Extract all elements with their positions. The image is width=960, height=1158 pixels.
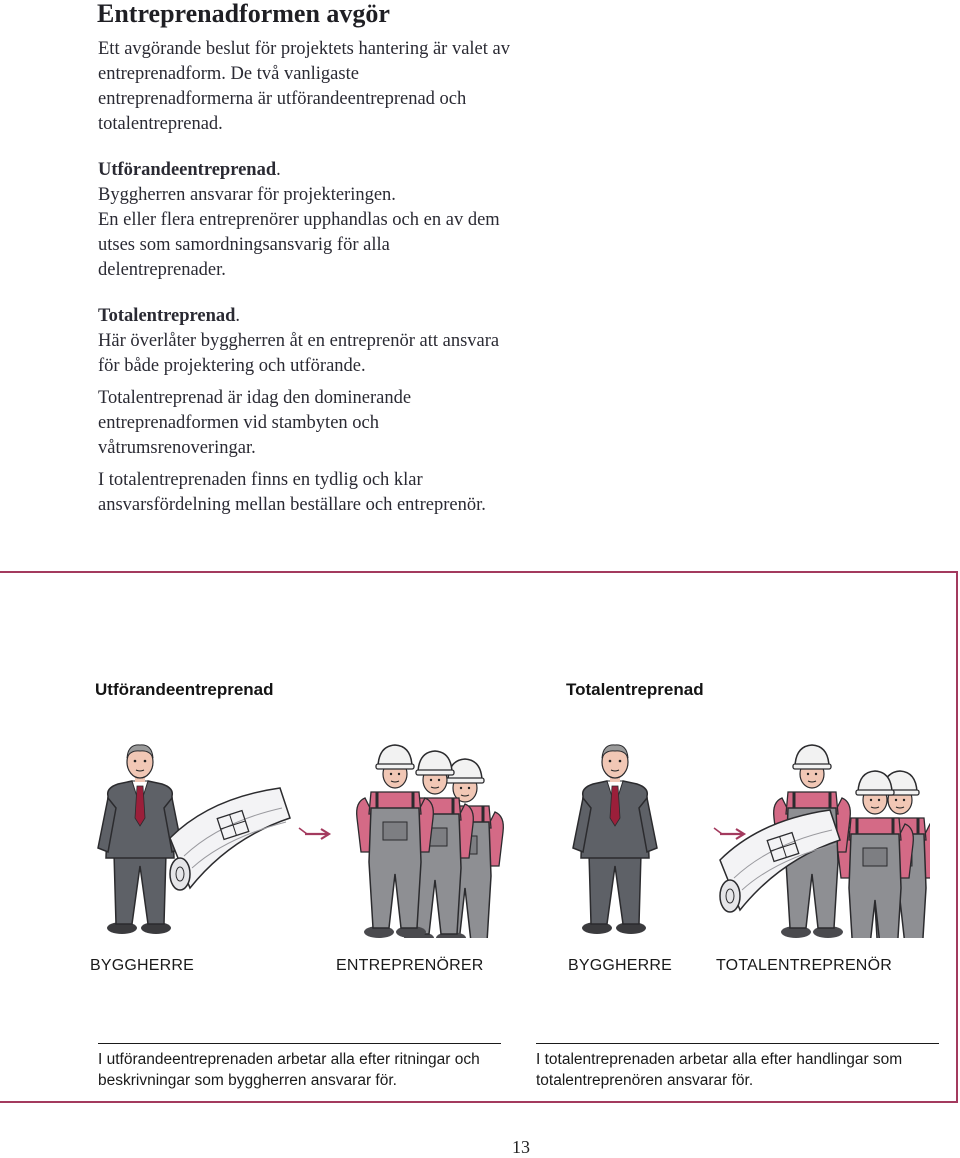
section-total-lead: Totalentreprenad. [98, 306, 241, 326]
caption-total: I totalentreprenaden arbetar alla efter handlingar som totalentreprenören ansvarar för. [536, 1051, 903, 1089]
section-paragraph: Totalentreprenad är idag den dominerande entreprenadformen vid stambyten och våtrumsrenoveringar. [98, 388, 412, 458]
caption-divider-left [98, 1043, 501, 1044]
role-label-byggherre-right: BYGGHERRE [568, 957, 673, 974]
caption-utforande: I utförandeentreprenaden arbetar alla efter ritningar och beskrivningar som byggherren ansvarar för. [98, 1051, 480, 1089]
intro-paragraph: Ett avgörande beslut för projektets hantering är valet av entreprenadform. De två vanligaste entreprenadformerna är utförandeentreprenad och totalentreprenad. [98, 39, 510, 134]
figure-column-title-total: Totalentreprenad [566, 680, 704, 699]
section-paragraph: Här överlåter byggherren åt en entreprenör att ansvara för både projektering och utförande. [98, 331, 500, 376]
byggherre-figure-right [573, 745, 657, 934]
section-utforande-lead: Utförandeentreprenad. [98, 160, 281, 180]
section-lead: Totalentreprenad [98, 306, 236, 326]
figure-column-title-utforande: Utförandeentreprenad [95, 680, 274, 699]
role-label-byggherre-left: BYGGHERRE [90, 957, 195, 974]
caption-divider-right [536, 1043, 939, 1044]
section-paragraph: I totalentreprenaden finns en tydlig och klar ansvarsfördelning mellan beställare och entreprenör. [98, 470, 486, 515]
role-label-totalentreprenor: TOTALENTREPRENÖR [716, 957, 892, 974]
section-lead: Utförandeentreprenad [98, 160, 277, 180]
role-label-entreprenorer: ENTREPRENÖRER [336, 957, 484, 974]
page-number: 13 [512, 1137, 530, 1157]
arrow-right [714, 828, 744, 839]
byggherre-figure-left [98, 745, 182, 934]
page-heading: Entreprenadformen avgör [97, 0, 390, 28]
section-paragraph: Byggherren ansvarar för projekteringen. [98, 185, 396, 205]
entreprenad-illustration [70, 738, 930, 938]
drawing-left [170, 788, 290, 890]
arrow-left [299, 828, 329, 839]
body-text [98, 37, 518, 525]
section-paragraph: En eller flera entreprenörer upphandlas och en av dem utses som samordningsansvarig för alla delentreprenader. [98, 210, 500, 280]
